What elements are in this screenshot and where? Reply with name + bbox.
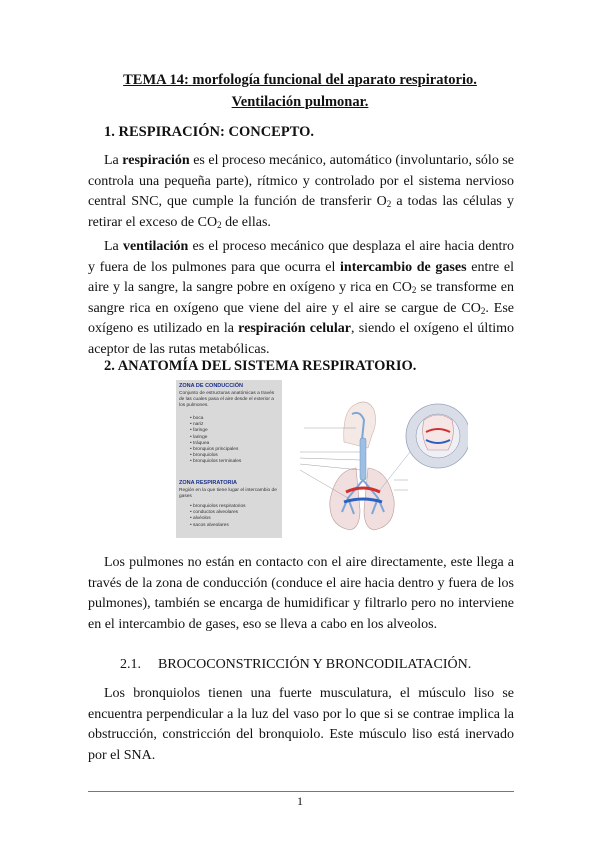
pulmonary-vein <box>344 499 382 502</box>
head-silhouette <box>344 402 376 448</box>
page-title-line1: TEMA 14: morfología funcional del aparato respiratorio. <box>123 72 477 88</box>
list-item: • nariz <box>190 422 241 428</box>
respiratory-zone-text: Región en la que tiene lugar el intercambio de gases <box>179 488 277 499</box>
list-item: • bronquiolos terminales <box>190 459 241 465</box>
paragraph-respiracion: La respiración es el proceso mecánico, automático (involuntario, sólo se controla una pequeña parte), rítmico y controlado por el sistema nervioso central SNC, que cumple la función de transferir $O_2$ a todas las células y retirar el exceso de $CO_2$ de ellas. <box>88 153 514 230</box>
list-item: • bronquios principales <box>190 447 241 453</box>
trachea <box>360 438 366 480</box>
subsection-number: 2.1. <box>120 657 141 672</box>
list-item: • faringe <box>190 428 241 434</box>
section2-heading: 2. ANATOMÍA DEL SISTEMA RESPIRATORIO. <box>104 358 417 374</box>
paragraph-zona-conduccion: Los pulmones no están en contacto con el aire directamente, este llega a través de la zona de conducción (conduce el aire hacia dentro y fuera de los pulmones), también se encarga de humidificar y filtrarlo pero no interviene en el intercambio de gases, eso se lleva a cabo en los alveolos. <box>88 555 514 632</box>
footer-divider <box>88 791 514 792</box>
subsection-2-1-heading <box>120 657 471 673</box>
list-item: • conductos alveolares <box>190 510 246 516</box>
page-number: 1 <box>297 794 303 808</box>
subsection-title: BROCOCONSTRICCIÓN Y BRONCODILATACIÓN. <box>158 657 472 672</box>
respiratory-zone-title: ZONA RESPIRATORIA <box>179 480 237 486</box>
page-title-line2: Ventilación pulmonar. <box>231 94 369 110</box>
lungs-illustration <box>284 380 468 538</box>
respiratory-zone-list <box>190 504 246 529</box>
paragraph-ventilacion: La ventilación es el proceso mecánico que desplaza el aire hacia dentro y fuera de los pulmones para que ocurra el intercambio de gases entre el aire y la sangre, la sangre pobre en oxígeno y rica en $CO_2$ se transforme en sangre rica en oxígeno que viene del aire y el aire se cargue de $CO_2$. Ese oxígeno es utilizado en la respiración celular, siendo el oxígeno el último aceptor de las rutas metabólicas. <box>88 239 514 357</box>
conduction-zone-title: ZONA DE CONDUCCIÓN <box>179 383 243 389</box>
pulmonary-artery <box>346 488 380 492</box>
paragraph-bronquiolos: Los bronquiolos tienen una fuerte musculatura, el músculo liso se encuentra perpendicular a la luz del vaso por lo que si se contrae implica la obstrucción, constricción del bronquiolo. Este músculo liso está inervado por el SNA. <box>88 686 514 763</box>
list-item: • tráquea <box>190 441 241 447</box>
conduction-zone-text: Conjunto de estructuras anatómicas a través de las cuales pasa el aire desde el exterior a los pulmones. <box>179 391 275 408</box>
list-item: • alvéolos <box>190 516 246 522</box>
section1-heading: 1. RESPIRACIÓN: CONCEPTO. <box>104 124 315 140</box>
alveolus-sac <box>423 415 454 450</box>
list-item: • bronquiolos respiratorios <box>190 504 246 510</box>
conduction-zone-list <box>190 416 241 466</box>
zone-legend-box <box>176 380 282 538</box>
list-item: • bronquiolos <box>190 453 241 459</box>
list-item: • boca <box>190 416 241 422</box>
zoom-connector <box>380 452 410 490</box>
list-item: • sacos alveolares <box>190 523 246 529</box>
list-item: • laringe <box>190 435 241 441</box>
respiratory-anatomy-figure <box>176 380 468 538</box>
